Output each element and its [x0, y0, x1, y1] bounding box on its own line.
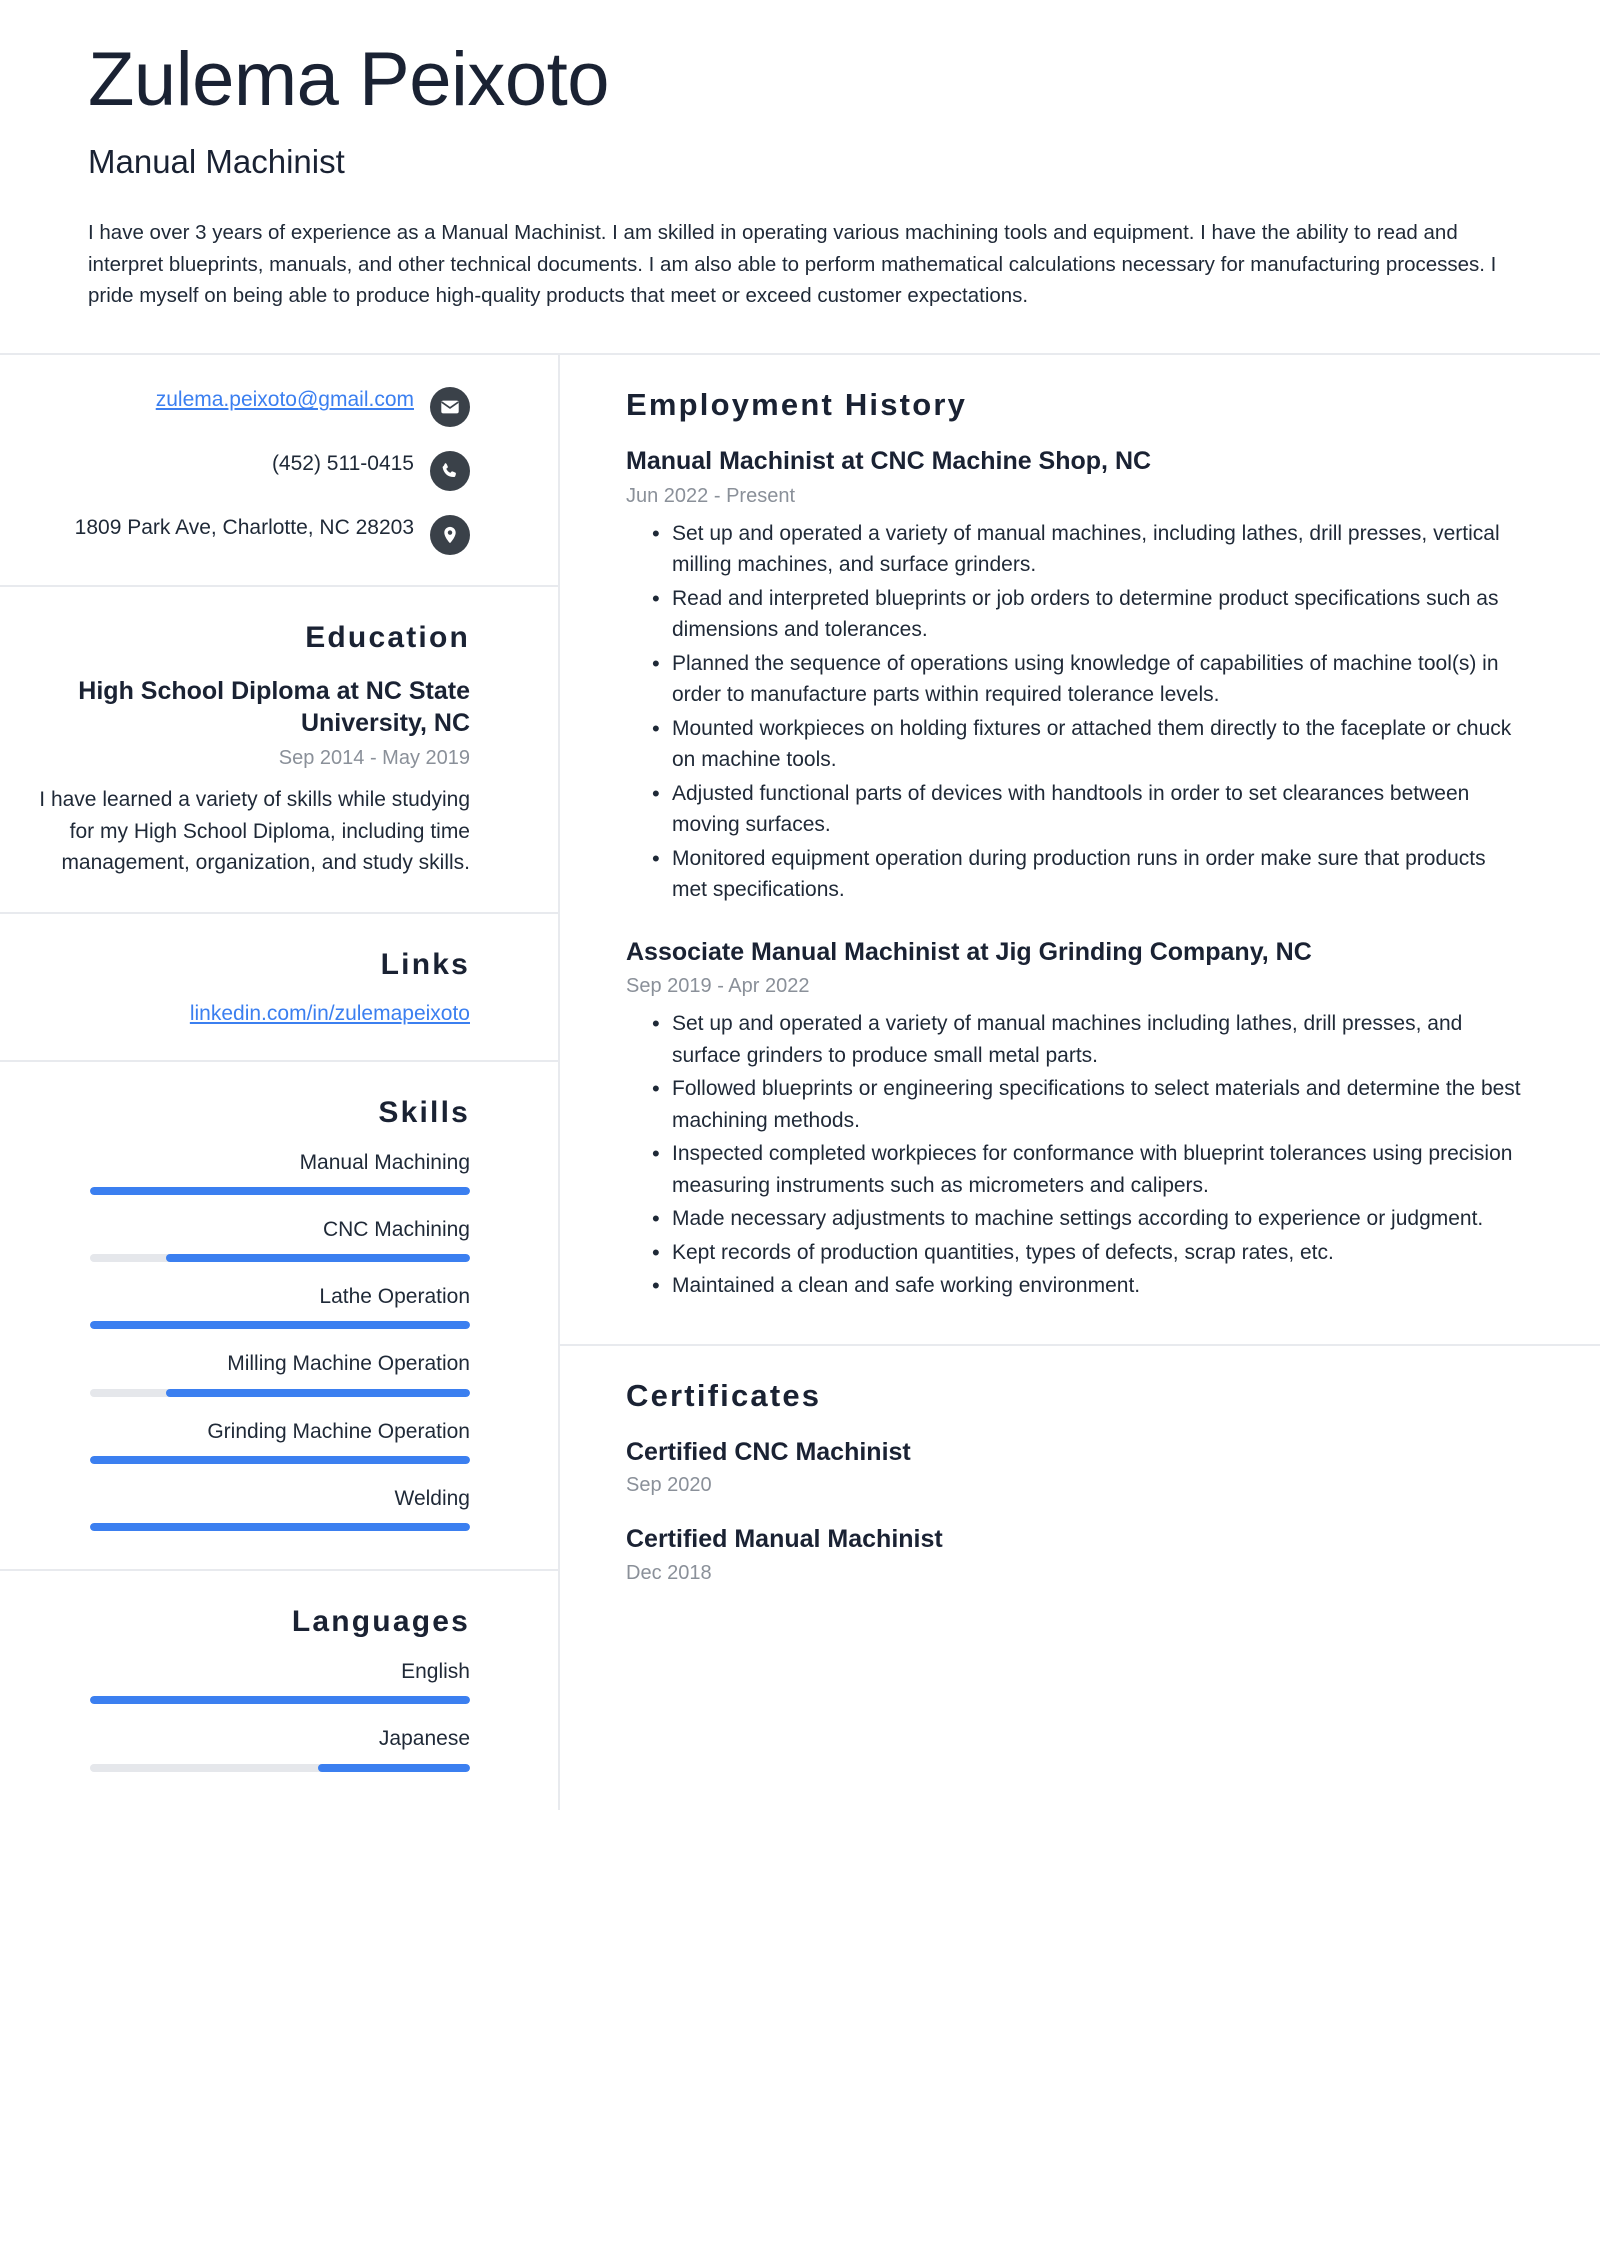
languages-block — [0, 1571, 558, 1810]
certificate-entry — [626, 1523, 1522, 1585]
employment-heading: Employment History — [626, 387, 968, 423]
skill-bar-fill — [166, 1254, 470, 1262]
skill-bar-track — [90, 1456, 470, 1464]
employment-entry — [626, 936, 1522, 1302]
skill-bar-fill — [90, 1523, 470, 1531]
contact-block — [0, 355, 558, 587]
job-bullet: • Planned the sequence of operations using knowledge of capabilities of machine tool(s) in order to manufacture parts within required tolerance levels. — [626, 648, 1522, 711]
skill-label: Manual Machining — [299, 1150, 470, 1174]
job-bullet: • Followed blueprints or engineering specifications to select materials and determine the best machining methods. — [626, 1073, 1522, 1136]
header-job-title: Manual Machinist — [88, 142, 345, 180]
skills-block — [0, 1062, 558, 1572]
envelope-icon — [430, 387, 470, 427]
address-text: 1809 Park Ave, Charlotte, NC 28203 — [74, 516, 414, 540]
education-block — [0, 587, 558, 913]
main-column — [560, 355, 1600, 1809]
page-title: Zulema Peixoto — [88, 37, 610, 122]
skill-row — [20, 1150, 470, 1195]
language-row — [20, 1726, 470, 1771]
job-bullet: • Inspected completed workpieces for conformance with blueprint tolerances using precision measuring instruments such as micrometers and calipers. — [626, 1138, 1522, 1201]
language-bar-track — [90, 1764, 470, 1772]
job-role: Associate Manual Machinist at Jig Grinding Company, NC — [626, 937, 1312, 966]
skill-bar-track — [90, 1523, 470, 1531]
job-role: Manual Machinist at CNC Machine Shop, NC — [626, 447, 1152, 476]
job-bullet: • Monitored equipment operation during production runs in order make sure that products met specifications. — [626, 843, 1522, 906]
job-bullet: • Maintained a clean and safe working environment. — [626, 1270, 1522, 1302]
resume-header — [0, 0, 1600, 353]
language-row — [20, 1659, 470, 1704]
skill-bar-track — [90, 1321, 470, 1329]
education-title: High School Diploma at NC State University, NC — [78, 677, 470, 738]
contact-row-email[interactable] — [20, 385, 470, 427]
skill-bar-track — [90, 1254, 470, 1262]
skill-row — [20, 1351, 470, 1396]
links-block — [0, 914, 558, 1062]
job-bullet: • Set up and operated a variety of manual machines, including lathes, drill presses, vertical milling machines, and surface grinders. — [626, 518, 1522, 581]
skill-row — [20, 1284, 470, 1329]
skill-row — [20, 1486, 470, 1531]
linkedin-link[interactable]: linkedin.com/in/zulemapeixoto — [189, 1001, 470, 1025]
job-bullet: • Set up and operated a variety of manual machines including lathes, drill presses, and surface grinders to produce small metal parts. — [626, 1008, 1522, 1071]
phone-number: (452) 511-0415 — [271, 452, 414, 476]
skill-label: Lathe Operation — [319, 1285, 470, 1309]
contact-row-address — [20, 513, 470, 555]
language-label: Japanese — [378, 1727, 470, 1751]
job-bullet: • Kept records of production quantities, types of defects, scrap rates, etc. — [626, 1237, 1522, 1269]
skill-bar-fill — [90, 1187, 470, 1195]
job-bullet-list — [626, 1008, 1522, 1302]
skill-bar-fill — [166, 1389, 470, 1397]
job-bullet: • Made necessary adjustments to machine settings according to experience or judgment. — [626, 1203, 1522, 1235]
job-bullet-list — [626, 518, 1522, 906]
language-bar-track — [90, 1696, 470, 1704]
skill-row — [20, 1217, 470, 1262]
location-pin-icon — [430, 515, 470, 555]
skill-label: Milling Machine Operation — [227, 1352, 470, 1376]
skill-label: Grinding Machine Operation — [207, 1419, 470, 1443]
certificates-heading: Certificates — [626, 1377, 822, 1413]
sidebar — [0, 355, 560, 1809]
skill-bar-track — [90, 1187, 470, 1195]
language-bar-fill — [318, 1764, 470, 1772]
skill-label: CNC Machining — [322, 1217, 470, 1241]
job-bullet: • Adjusted functional parts of devices with handtools in order to set clearances between moving surfaces. — [626, 778, 1522, 841]
education-description: I have learned a variety of skills while studying for my High School Diploma, including time management, organization, and study skills. — [39, 788, 470, 874]
language-label: English — [401, 1660, 470, 1684]
languages-heading: Languages — [291, 1605, 470, 1639]
certificate-entry — [626, 1436, 1522, 1498]
employment-entry — [626, 445, 1522, 906]
email-link[interactable]: zulema.peixoto@gmail.com — [155, 388, 414, 412]
job-bullet: • Mounted workpieces on holding fixtures or attached them directly to the faceplate or chuck on machine tools. — [626, 713, 1522, 776]
skill-label: Welding — [394, 1486, 470, 1510]
language-bar-fill — [90, 1696, 470, 1704]
employment-block — [560, 355, 1600, 1346]
certificate-date: Sep 2020 — [626, 1474, 712, 1497]
links-heading: Links — [380, 947, 470, 981]
skill-bar-track — [90, 1389, 470, 1397]
contact-row-phone[interactable] — [20, 449, 470, 491]
job-date: Jun 2022 - Present — [626, 484, 795, 507]
job-bullet: • Read and interpreted blueprints or job orders to determine product specifications such as dimensions and tolerances. — [626, 583, 1522, 646]
resume-columns — [0, 355, 1600, 1809]
certificates-block — [560, 1346, 1600, 1625]
job-date: Sep 2019 - Apr 2022 — [626, 975, 810, 998]
skill-row — [20, 1419, 470, 1464]
education-heading: Education — [305, 621, 470, 655]
skills-heading: Skills — [378, 1095, 470, 1129]
phone-icon — [430, 451, 470, 491]
certificate-name: Certified CNC Machinist — [626, 1437, 911, 1466]
education-entry — [20, 675, 470, 877]
education-date: Sep 2014 - May 2019 — [278, 747, 470, 770]
certificate-name: Certified Manual Machinist — [626, 1525, 943, 1554]
skill-bar-fill — [90, 1456, 470, 1464]
certificate-date: Dec 2018 — [626, 1561, 712, 1584]
skill-bar-fill — [90, 1321, 470, 1329]
professional-summary: I have over 3 years of experience as a Manual Machinist. I am skilled in operating various machining tools and equipment. I have the ability to read and interpret blueprints, manuals, and other technical documents. I am also able to perform mathematical calculations necessary for manufacturing processes. I pride myself on being able to produce high-quality products that meet or exceed customer expectations. — [88, 221, 1497, 308]
